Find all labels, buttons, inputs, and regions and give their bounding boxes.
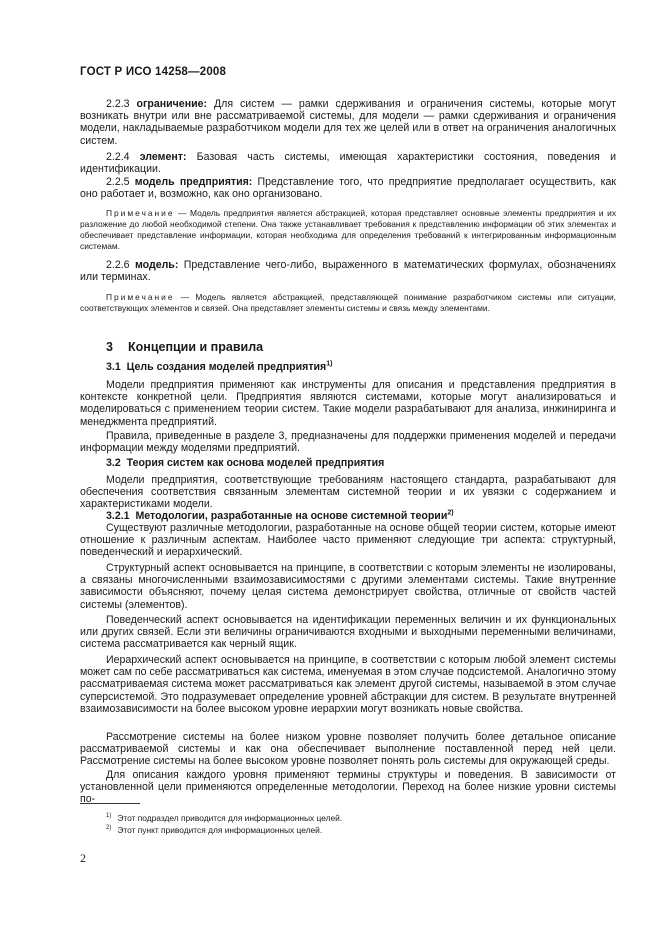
definition-text: Базовая часть системы, имеющая характеристики состояния, поведения и идентификации. (80, 151, 616, 176)
clause-number: 2.2.5 (106, 176, 130, 188)
footnote-2 (106, 825, 322, 835)
subsection-number: 3.1 (106, 361, 121, 373)
term: элемент: (139, 151, 187, 163)
definition-2-2-5 (80, 176, 616, 200)
footnote-1 (106, 813, 342, 823)
section-3-heading (106, 340, 263, 354)
subsection-title: Цель создания моделей предприятия (126, 361, 327, 373)
paragraph-3-2-1-a: Существуют различные методологии, разработанные на основе общей теории систем, которые имеют отношение к различным аспектам. Наиболее часто применяют следующие три аспекта: структурный, поведенческий и иерархический. (80, 522, 616, 559)
clause-number: 2.2.6 (106, 259, 130, 271)
subsection-3-2-heading (106, 457, 384, 469)
clause-number: 2.2.3 (106, 98, 130, 110)
definition-2-2-4 (80, 151, 616, 175)
note-text: — Модель предприятия является абстракцией, которая представляет основные элементы предприятия и их разложение до любой необходимой степени. Она также устанавливает требования к представлению информации об этих элементах и обеспечивает представление информации, которая необходима для определения требований к интегрированным информационным системам. (80, 208, 617, 251)
footnote-ref: 2) (447, 509, 454, 517)
note-model (80, 292, 616, 314)
note-label: Примечание (106, 208, 175, 218)
paragraph-3-1-a: Модели предприятия применяют как инструменты для описания и представления предприятия в контексте конкретной цели. Предприятия являются системами, которые могут анализироваться и моделироваться с применением теории систем. Такие модели разрабатывают для анализа, инжиниринга и менеджмента предприятий. (80, 379, 616, 428)
term: модель: (134, 259, 179, 271)
subsection-3-1-heading (106, 361, 332, 373)
footnote-mark: 1) (106, 813, 112, 820)
paragraph-3-2-1-f: Для описания каждого уровня применяют термины структуры и поведения. В зависимости от установленной цели применяются определенные методологии. Переход на более низкие уровни системы по- (80, 769, 616, 806)
paragraph-3-1-b: Правила, приведенные в разделе 3, предназначены для поддержки применения моделей и передачи информации между моделями предприятий. (80, 430, 616, 455)
paragraph-3-2-1-c: Поведенческий аспект основывается на идентификации переменных величин и их функциональных или других связей. Если эти величины ограничиваются входными и выходными переменными величинами, система рассматривается как черный ящик. (80, 614, 616, 651)
subsection-3-2-1-heading (106, 510, 454, 522)
subsection-number: 3.2.1 (106, 510, 130, 522)
subsection-title: Теория систем как основа моделей предприятия (126, 457, 385, 469)
note-label: Примечание (106, 292, 175, 302)
paragraph-3-2-1-e: Рассмотрение системы на более низком уровне позволяет получить более детальное описание рассматриваемой системы и как она обеспечивает выполнение поставленной перед ней цели. Рассмотрение системы на более высоком уровне позволяет понять роль системы для окружающей среды. (80, 731, 616, 768)
definition-text: Для систем — рамки сдерживания и ограничения системы, которые могут возникать внутри или вне рассматриваемой системы, для модели — рамки сдерживания и ограничения модели, накладываемые разработчиком модели для тех же целей или в ответ на ограничения аналогичных систем. (80, 98, 616, 147)
definition-2-2-6 (80, 259, 616, 283)
paragraph-3-2-1-b: Структурный аспект основывается на принципе, в соответствии с которым элементы не изолированы, а связаны многочисленными взаимозависимостями с другими элементами системы. Такие внутренние зависимости объясняют, почему целая система демонстрирует свойства, отличные от свойств частей системы (элементов). (80, 562, 616, 611)
footnote-text: Этот подраздел приводится для информационных целей. (117, 813, 343, 823)
subsection-title: Методологии, разработанные на основе системной теории (135, 510, 448, 522)
clause-number: 2.2.4 (106, 151, 130, 163)
definition-text: Представление того, что предприятие предполагает осуществить, как оно работает и, возможно, как оно организовано. (80, 176, 616, 201)
paragraph-3-2-1-d: Иерархический аспект основывается на принципе, в соответствии с которым любой элемент системы может сам по себе рассматриваться как система, именуемая в этом случае подсистемой. Аналогично этому рассматриваемая система может рассматриваться как элемент другой системы, называемой в этом случае суперсистемой. Это подразумевает определение уровней абстракции для систем. В результате внутренней взаимозависимости на более высоком уровне иерархии могут возникать новые свойства. (80, 654, 617, 715)
section-number: 3 (106, 340, 113, 354)
standard-header: ГОСТ Р ИСО 14258—2008 (80, 66, 227, 78)
term: ограничение: (136, 98, 208, 110)
term: модель предприятия: (134, 176, 253, 188)
note-enterprise-model (80, 208, 616, 252)
footnote-mark: 2) (106, 825, 112, 832)
footnote-divider (80, 803, 140, 804)
paragraph-3-2-a: Модели предприятия, соответствующие требованиям настоящего стандарта, разрабатывают для обеспечения соответствия связанным элементам системной теории и их увязки с содержанием и характеристиками модели. (80, 474, 616, 511)
page-number: 2 (80, 851, 86, 865)
footnote-ref: 1) (326, 360, 333, 368)
section-title: Концепции и правила (128, 340, 264, 354)
footnote-text: Этот пункт приводится для информационных целей. (117, 825, 323, 835)
subsection-number: 3.2 (106, 457, 121, 469)
definition-text: Представление чего-либо, выраженного в математических формулах, обозначениях или терминах. (80, 259, 616, 284)
definition-2-2-3 (80, 98, 616, 147)
note-text: — Модель является абстракцией, представляющей понимание разработчиком системы или ситуации, соответствующих элементов и связей. Она представляет элементы системы и связь между элементами. (80, 292, 617, 313)
